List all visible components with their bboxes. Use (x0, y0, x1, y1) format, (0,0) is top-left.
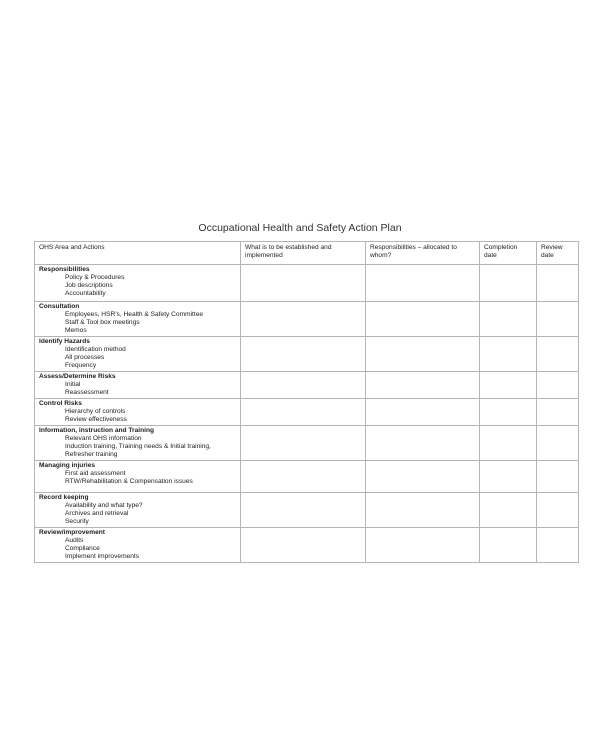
established-cell[interactable] (241, 493, 366, 528)
table-row (35, 493, 579, 528)
review-date-cell[interactable] (537, 461, 579, 493)
responsibility-cell[interactable] (366, 493, 480, 528)
ohs-action-item: Availability and what type? (65, 502, 143, 509)
responsibility-cell[interactable] (366, 372, 480, 399)
review-date-cell[interactable] (537, 426, 579, 461)
ohs-area-title: Assess/Determine Risks (39, 373, 116, 380)
completion-date-cell[interactable] (480, 337, 537, 372)
table-row (35, 265, 579, 302)
action-plan-table (34, 241, 579, 563)
completion-date-cell[interactable] (480, 399, 537, 426)
responsibility-cell[interactable] (366, 302, 480, 337)
ohs-area-cell (35, 265, 241, 302)
established-cell[interactable] (241, 265, 366, 302)
completion-date-cell[interactable] (480, 528, 537, 563)
ohs-action-item: Policy & Procedures (65, 274, 125, 281)
ohs-area-title: Control Risks (39, 400, 82, 407)
column-header-established: What is to be established and implemented (241, 242, 366, 265)
ohs-action-item: Relevant OHS information (65, 435, 142, 442)
ohs-area-title: Responsibilities (39, 266, 90, 273)
completion-date-cell[interactable] (480, 461, 537, 493)
table-row (35, 372, 579, 399)
ohs-action-item: Implement improvements (65, 553, 140, 560)
table-row (35, 528, 579, 563)
ohs-area-title: Review/improvement (39, 529, 105, 536)
ohs-area-cell (35, 302, 241, 337)
ohs-area-title: Identify Hazards (39, 338, 90, 345)
responsibility-cell[interactable] (366, 461, 480, 493)
table-row (35, 337, 579, 372)
review-date-cell[interactable] (537, 372, 579, 399)
ohs-area-title: Information, instruction and Training (39, 427, 155, 434)
review-date-cell[interactable] (537, 302, 579, 337)
ohs-area-title: Consultation (39, 303, 80, 310)
responsibility-cell[interactable] (366, 265, 480, 302)
ohs-area-cell (35, 461, 241, 493)
ohs-action-item: Reassessment (65, 389, 109, 396)
ohs-action-item: Accountability (65, 290, 106, 297)
table-row (35, 461, 579, 493)
column-header-completion-date: Completion date (480, 242, 537, 265)
table-row (35, 426, 579, 461)
ohs-action-item: Memos (65, 327, 87, 334)
ohs-action-item: Employees, HSR’s, Health & Safety Committee (65, 311, 204, 318)
review-date-cell[interactable] (537, 493, 579, 528)
established-cell[interactable] (241, 372, 366, 399)
ohs-action-item: Review effectiveness (65, 416, 127, 423)
ohs-action-item: Hierarchy of controls (65, 408, 126, 415)
ohs-action-item: Refresher training (65, 451, 118, 458)
completion-date-cell[interactable] (480, 426, 537, 461)
ohs-action-item: RTW/Rehabilitation & Compensation issues (65, 478, 193, 485)
table-row (35, 399, 579, 426)
column-header-review-date: Review date (537, 242, 579, 265)
ohs-action-item: All processes (65, 354, 105, 361)
completion-date-cell[interactable] (480, 493, 537, 528)
responsibility-cell[interactable] (366, 399, 480, 426)
ohs-area-cell (35, 399, 241, 426)
ohs-action-item: Job descriptions (65, 282, 113, 289)
table-body (35, 265, 579, 563)
ohs-area-cell (35, 337, 241, 372)
established-cell[interactable] (241, 302, 366, 337)
column-header-ohs-area: OHS Area and Actions (35, 242, 241, 265)
responsibility-cell[interactable] (366, 337, 480, 372)
completion-date-cell[interactable] (480, 265, 537, 302)
table-row (35, 302, 579, 337)
ohs-action-item: Security (65, 518, 89, 525)
responsibility-cell[interactable] (366, 528, 480, 563)
ohs-area-cell (35, 426, 241, 461)
established-cell[interactable] (241, 426, 366, 461)
ohs-area-cell (35, 528, 241, 563)
ohs-action-item: Initial (65, 381, 81, 388)
completion-date-cell[interactable] (480, 372, 537, 399)
ohs-area-cell (35, 372, 241, 399)
ohs-area-cell (35, 493, 241, 528)
table-header-row (35, 242, 579, 265)
ohs-action-item: Identification method (65, 346, 126, 353)
ohs-action-item: Induction training, Training needs & Initial training, (65, 443, 211, 450)
ohs-action-item: First aid assessment (65, 470, 126, 477)
established-cell[interactable] (241, 337, 366, 372)
review-date-cell[interactable] (537, 265, 579, 302)
document-title: Occupational Health and Safety Action Plan (198, 222, 402, 234)
ohs-action-item: Archives and retrieval (65, 510, 129, 517)
established-cell[interactable] (241, 528, 366, 563)
ohs-action-item: Compliance (65, 545, 100, 552)
established-cell[interactable] (241, 461, 366, 493)
review-date-cell[interactable] (537, 528, 579, 563)
ohs-action-item: Frequency (65, 362, 97, 369)
completion-date-cell[interactable] (480, 302, 537, 337)
review-date-cell[interactable] (537, 399, 579, 426)
ohs-area-title: Managing injuries (39, 462, 96, 469)
established-cell[interactable] (241, 399, 366, 426)
responsibility-cell[interactable] (366, 426, 480, 461)
ohs-action-item: Audits (65, 537, 84, 544)
ohs-action-item: Staff & Tool box meetings (65, 319, 140, 326)
review-date-cell[interactable] (537, 337, 579, 372)
ohs-area-title: Record keeping (39, 494, 89, 501)
column-header-responsibilities: Responsibilities – allocated to whom? (366, 242, 480, 265)
